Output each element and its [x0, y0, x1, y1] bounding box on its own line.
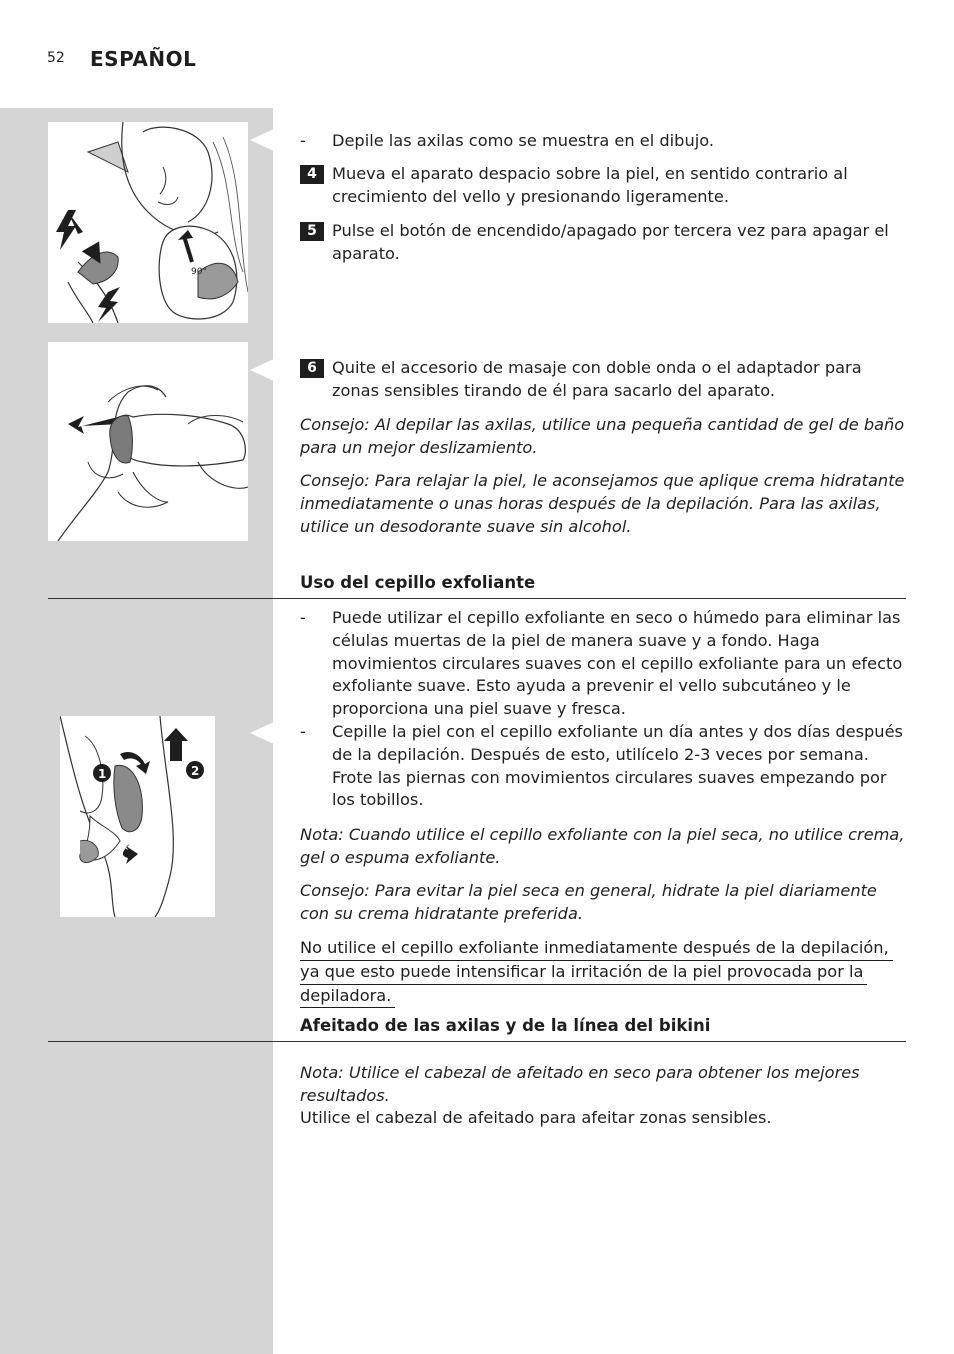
callout-pointer	[250, 359, 274, 381]
warning-block	[300, 937, 906, 1008]
step-label-2: 2	[191, 764, 200, 778]
exfoliating-brush-drawing	[60, 716, 215, 917]
callout-pointer	[250, 129, 274, 151]
warning-line-2: ya que esto puede intensificar la irritación de la piel provocada por la	[300, 961, 867, 985]
tip-dry-skin: Consejo: Para evitar la piel seca en general, hidrate la piel diariamente con su crema hidratante preferida.	[300, 881, 877, 923]
step-number-badge: 6	[300, 359, 324, 378]
step-label-1: 1	[98, 767, 107, 781]
tip-moisturizer: Consejo: Para relajar la piel, le aconsejamos que aplique crema hidratante inmediatamente o unas horas después de la depilación. Para las axilas, utilice un desodorante suave sin alcohol.	[300, 471, 905, 536]
bullet-dash: -	[300, 131, 306, 150]
step-4-text: Mueva el aparato despacio sobre la piel, en sentido contrario al crecimiento del vello y presionando ligeramente.	[332, 164, 848, 206]
bullet-dash: -	[300, 722, 306, 741]
page-number: 52	[47, 50, 65, 66]
remove-attachment-drawing	[48, 342, 248, 541]
step-number-badge: 5	[300, 222, 324, 241]
shaving-instruction: Utilice el cabezal de afeitado para afeitar zonas sensibles.	[300, 1108, 772, 1127]
heading-exfoliating-brush: Uso del cepillo exfoliante	[300, 573, 536, 592]
step-number-badge: 4	[300, 165, 324, 184]
illustration-exfoliating-brush	[60, 716, 215, 917]
bullet-dash: -	[300, 608, 306, 627]
note-shaving-head: Nota: Utilice el cabezal de afeitado en seco para obtener los mejores resultados.	[300, 1063, 860, 1105]
bullet-underarm: Depile las axilas como se muestra en el dibujo.	[332, 131, 714, 150]
underarm-epilation-drawing	[48, 122, 248, 323]
warning-line-3: depiladora.	[300, 985, 395, 1009]
illustration-underarm-epilation	[48, 122, 248, 323]
heading-shaving: Afeitado de las axilas y de la línea del bikini	[300, 1016, 711, 1035]
bullet-exfoliate-usage: Puede utilizar el cepillo exfoliante en seco o húmedo para eliminar las células muertas de la piel de manera suave y a fondo. Haga movimientos circulares suaves con el cepillo exfoliante para un efecto exfoliante suave. Esto ayuda a prevenir el vello subcutáneo y le proporciona una piel suave y fresca.	[332, 608, 903, 719]
illustration-remove-attachment	[48, 342, 248, 541]
warning-line-1: No utilice el cepillo exfoliante inmediatamente después de la depilación,	[300, 937, 893, 961]
angle-label: 90°	[191, 267, 207, 277]
section-divider	[48, 598, 906, 599]
step-6-text: Quite el accesorio de masaje con doble onda o el adaptador para zonas sensibles tirando de él para sacarlo del aparato.	[332, 358, 862, 400]
tip-bath-gel: Consejo: Al depilar las axilas, utilice una pequeña cantidad de gel de baño para un mejor deslizamiento.	[300, 415, 905, 457]
step-5-text: Pulse el botón de encendido/apagado por tercera vez para apagar el aparato.	[332, 221, 889, 263]
section-divider	[48, 1041, 906, 1042]
bullet-exfoliate-schedule: Cepille la piel con el cepillo exfoliante un día antes y dos días después de la depilación. Después de esto, utilícelo 2-3 veces por semana. Frote las piernas con movimientos circulares suaves empezando por los tobillos.	[332, 722, 903, 810]
language-title: ESPAÑOL	[90, 47, 197, 71]
callout-pointer	[250, 722, 274, 744]
note-dry-skin: Nota: Cuando utilice el cepillo exfoliante con la piel seca, no utilice crema, gel o espuma exfoliante.	[300, 825, 905, 867]
